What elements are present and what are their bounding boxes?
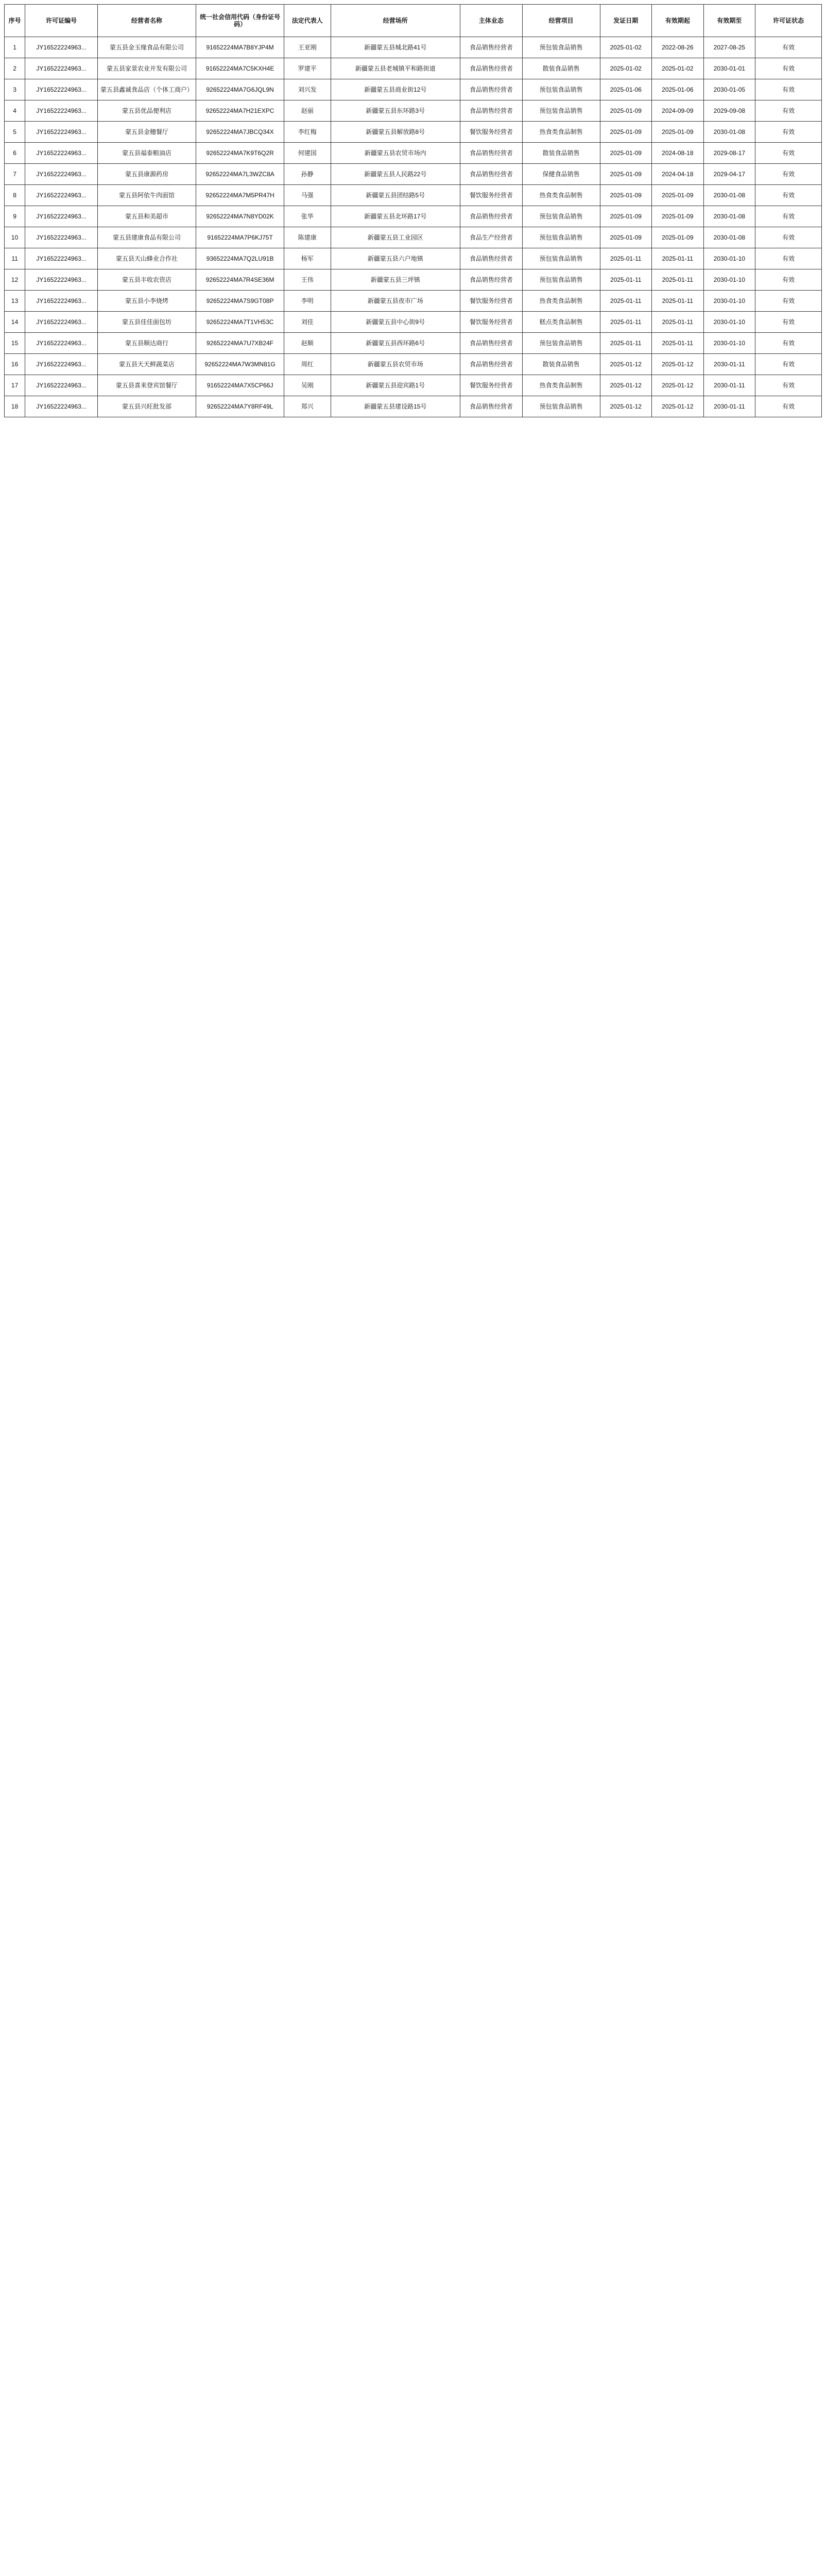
cell-address: 新疆蒙五县商业街12号: [331, 79, 460, 100]
cell-license-no: JY16522224963...: [25, 291, 98, 312]
cell-business-scope: 热食类食品制售: [522, 185, 600, 206]
cell-index: 17: [5, 375, 25, 396]
cell-valid-to: 2030-01-08: [703, 122, 755, 143]
cell-license-no: JY16522224963...: [25, 375, 98, 396]
cell-address: 新疆蒙五县迎宾路1号: [331, 375, 460, 396]
cell-legal-rep: 何建国: [284, 143, 331, 164]
cell-address: 新疆蒙五县工业园区: [331, 227, 460, 248]
cell-license-no: JY16522224963...: [25, 227, 98, 248]
cell-index: 15: [5, 333, 25, 354]
cell-valid-from: 2025-01-11: [652, 333, 704, 354]
cell-valid-from: 2025-01-12: [652, 396, 704, 417]
cell-operator-name: 蒙五县天天鲜蔬菜店: [98, 354, 196, 375]
table-row: [5, 185, 822, 206]
cell-credit-code: 91652224MA7X5CP66J: [196, 375, 284, 396]
cell-operator-name: 蒙五县家景农业开发有限公司: [98, 58, 196, 79]
cell-license-no: JY16522224963...: [25, 248, 98, 269]
cell-operator-name: 蒙五县顺达商行: [98, 333, 196, 354]
cell-credit-code: 91652224MA7C5KXH4E: [196, 58, 284, 79]
cell-valid-from: 2022-08-26: [652, 37, 704, 58]
table-row: [5, 333, 822, 354]
header-legal-rep: 法定代表人: [284, 5, 331, 37]
cell-license-no: JY16522224963...: [25, 354, 98, 375]
cell-business-scope: 预包装食品销售: [522, 227, 600, 248]
cell-business-scope: 预包装食品销售: [522, 333, 600, 354]
cell-issue-date: 2025-01-09: [600, 100, 652, 122]
cell-credit-code: 92652224MA7T1VH53C: [196, 312, 284, 333]
cell-credit-code: 92652224MA7R4SE36M: [196, 269, 284, 291]
cell-business-scope: 散装食品销售: [522, 143, 600, 164]
cell-issue-date: 2025-01-09: [600, 164, 652, 185]
cell-business-type: 餐饮服务经营者: [460, 312, 522, 333]
cell-address: 新疆蒙五县西环路6号: [331, 333, 460, 354]
cell-business-scope: 保健食品销售: [522, 164, 600, 185]
cell-business-type: 食品销售经营者: [460, 164, 522, 185]
cell-operator-name: 蒙五县兴旺批发部: [98, 396, 196, 417]
cell-status: 有效: [755, 333, 822, 354]
cell-business-type: 食品销售经营者: [460, 396, 522, 417]
cell-license-no: JY16522224963...: [25, 58, 98, 79]
cell-valid-to: 2030-01-10: [703, 312, 755, 333]
cell-license-no: JY16522224963...: [25, 333, 98, 354]
cell-license-no: JY16522224963...: [25, 143, 98, 164]
header-operator-name: 经营者名称: [98, 5, 196, 37]
cell-valid-from: 2025-01-02: [652, 58, 704, 79]
cell-credit-code: 92652224MA7U7XB24F: [196, 333, 284, 354]
cell-valid-to: 2030-01-11: [703, 375, 755, 396]
header-status: 许可证状态: [755, 5, 822, 37]
cell-index: 13: [5, 291, 25, 312]
table-row: [5, 227, 822, 248]
cell-issue-date: 2025-01-02: [600, 58, 652, 79]
cell-business-scope: 热食类食品制售: [522, 291, 600, 312]
cell-business-scope: 预包装食品销售: [522, 269, 600, 291]
cell-legal-rep: 赵丽: [284, 100, 331, 122]
cell-issue-date: 2025-01-02: [600, 37, 652, 58]
cell-license-no: JY16522224963...: [25, 37, 98, 58]
cell-credit-code: 91652224MA7P6KJ75T: [196, 227, 284, 248]
cell-legal-rep: 王伟: [284, 269, 331, 291]
cell-business-scope: 预包装食品销售: [522, 248, 600, 269]
cell-valid-to: 2029-04-17: [703, 164, 755, 185]
cell-index: 3: [5, 79, 25, 100]
cell-business-type: 食品销售经营者: [460, 333, 522, 354]
cell-status: 有效: [755, 312, 822, 333]
cell-business-scope: 散装食品销售: [522, 354, 600, 375]
cell-operator-name: 蒙五县和美超市: [98, 206, 196, 227]
cell-operator-name: 蒙五县金穗餐厅: [98, 122, 196, 143]
cell-operator-name: 蒙五县喜来登宾馆餐厅: [98, 375, 196, 396]
cell-license-no: JY16522224963...: [25, 164, 98, 185]
cell-business-scope: 散装食品销售: [522, 58, 600, 79]
cell-address: 新疆蒙五县解放路8号: [331, 122, 460, 143]
cell-operator-name: 蒙五县福泰粮油店: [98, 143, 196, 164]
table-row: [5, 100, 822, 122]
cell-operator-name: 蒙五县鑫诚食品店（个体工商户）: [98, 79, 196, 100]
cell-status: 有效: [755, 79, 822, 100]
cell-business-type: 餐饮服务经营者: [460, 185, 522, 206]
cell-index: 6: [5, 143, 25, 164]
cell-index: 7: [5, 164, 25, 185]
cell-legal-rep: 吴刚: [284, 375, 331, 396]
cell-legal-rep: 李红梅: [284, 122, 331, 143]
cell-index: 16: [5, 354, 25, 375]
cell-valid-from: 2025-01-11: [652, 291, 704, 312]
cell-address: 新疆蒙五县三坪镇: [331, 269, 460, 291]
header-valid-to: 有效期至: [703, 5, 755, 37]
table-row: [5, 58, 822, 79]
cell-operator-name: 蒙五县小李烧烤: [98, 291, 196, 312]
cell-business-type: 食品销售经营者: [460, 248, 522, 269]
table-row: [5, 396, 822, 417]
cell-issue-date: 2025-01-09: [600, 206, 652, 227]
cell-valid-to: 2030-01-10: [703, 269, 755, 291]
cell-legal-rep: 罗建平: [284, 58, 331, 79]
header-address: 经营场所: [331, 5, 460, 37]
cell-address: 新疆蒙五县中心街9号: [331, 312, 460, 333]
license-table-container: [4, 4, 822, 417]
cell-business-type: 食品销售经营者: [460, 269, 522, 291]
table-row: [5, 79, 822, 100]
header-issue-date: 发证日期: [600, 5, 652, 37]
cell-index: 1: [5, 37, 25, 58]
cell-license-no: JY16522224963...: [25, 269, 98, 291]
cell-operator-name: 蒙五县优品便利店: [98, 100, 196, 122]
table-row: [5, 122, 822, 143]
cell-legal-rep: 赵顺: [284, 333, 331, 354]
cell-business-type: 食品销售经营者: [460, 206, 522, 227]
cell-valid-from: 2025-01-12: [652, 375, 704, 396]
cell-operator-name: 蒙五县丰收农资店: [98, 269, 196, 291]
table-body: [5, 37, 822, 417]
cell-status: 有效: [755, 375, 822, 396]
cell-valid-from: 2025-01-09: [652, 206, 704, 227]
cell-credit-code: 92652224MA7K9T6Q2R: [196, 143, 284, 164]
cell-valid-from: 2025-01-09: [652, 185, 704, 206]
cell-index: 5: [5, 122, 25, 143]
table-row: [5, 143, 822, 164]
cell-valid-from: 2025-01-09: [652, 122, 704, 143]
cell-valid-to: 2030-01-10: [703, 248, 755, 269]
cell-credit-code: 93652224MA7Q2LU91B: [196, 248, 284, 269]
cell-index: 12: [5, 269, 25, 291]
cell-address: 新疆蒙五县团结路5号: [331, 185, 460, 206]
license-table: [4, 4, 822, 417]
cell-address: 新疆蒙五县人民路22号: [331, 164, 460, 185]
cell-credit-code: 92652224MA7G6JQL9N: [196, 79, 284, 100]
cell-legal-rep: 王亚刚: [284, 37, 331, 58]
cell-business-type: 餐饮服务经营者: [460, 375, 522, 396]
cell-legal-rep: 张华: [284, 206, 331, 227]
table-row: [5, 248, 822, 269]
cell-operator-name: 蒙五县建康食品有限公司: [98, 227, 196, 248]
cell-valid-from: 2024-08-18: [652, 143, 704, 164]
cell-index: 18: [5, 396, 25, 417]
cell-address: 新疆蒙五县城北路41号: [331, 37, 460, 58]
cell-credit-code: 92652224MA7H21EXPC: [196, 100, 284, 122]
cell-business-scope: 热食类食品制售: [522, 375, 600, 396]
cell-index: 8: [5, 185, 25, 206]
cell-status: 有效: [755, 164, 822, 185]
cell-issue-date: 2025-01-09: [600, 185, 652, 206]
cell-legal-rep: 郑兴: [284, 396, 331, 417]
header-business-type: 主体业态: [460, 5, 522, 37]
cell-issue-date: 2025-01-11: [600, 269, 652, 291]
cell-status: 有效: [755, 100, 822, 122]
cell-issue-date: 2025-01-11: [600, 248, 652, 269]
cell-status: 有效: [755, 291, 822, 312]
table-row: [5, 37, 822, 58]
cell-business-type: 食品销售经营者: [460, 37, 522, 58]
cell-operator-name: 蒙五县佳佳面包坊: [98, 312, 196, 333]
cell-legal-rep: 陈建康: [284, 227, 331, 248]
cell-issue-date: 2025-01-11: [600, 291, 652, 312]
cell-issue-date: 2025-01-09: [600, 227, 652, 248]
cell-credit-code: 92652224MA7JBCQ34X: [196, 122, 284, 143]
cell-business-scope: 预包装食品销售: [522, 37, 600, 58]
cell-address: 新疆蒙五县东环路3号: [331, 100, 460, 122]
cell-valid-to: 2030-01-11: [703, 354, 755, 375]
cell-operator-name: 蒙五县金玉缘食品有限公司: [98, 37, 196, 58]
cell-business-scope: 热食类食品制售: [522, 122, 600, 143]
cell-valid-from: 2025-01-12: [652, 354, 704, 375]
cell-valid-from: 2025-01-09: [652, 227, 704, 248]
cell-valid-to: 2030-01-10: [703, 333, 755, 354]
cell-index: 10: [5, 227, 25, 248]
cell-issue-date: 2025-01-12: [600, 375, 652, 396]
cell-business-type: 餐饮服务经营者: [460, 122, 522, 143]
cell-legal-rep: 刘佳: [284, 312, 331, 333]
cell-business-type: 餐饮服务经营者: [460, 291, 522, 312]
header-credit-code: 统一社会信用代码（身份证号码）: [196, 5, 284, 37]
cell-credit-code: 92652224MA7M5PR47H: [196, 185, 284, 206]
table-row: [5, 312, 822, 333]
cell-legal-rep: 周红: [284, 354, 331, 375]
cell-business-scope: 预包装食品销售: [522, 79, 600, 100]
cell-valid-to: 2030-01-10: [703, 291, 755, 312]
cell-valid-to: 2029-09-08: [703, 100, 755, 122]
cell-issue-date: 2025-01-09: [600, 122, 652, 143]
cell-license-no: JY16522224963...: [25, 79, 98, 100]
cell-credit-code: 92652224MA7S9GT08P: [196, 291, 284, 312]
cell-valid-to: 2030-01-01: [703, 58, 755, 79]
cell-business-type: 食品销售经营者: [460, 58, 522, 79]
cell-valid-to: 2029-08-17: [703, 143, 755, 164]
cell-index: 2: [5, 58, 25, 79]
table-row: [5, 354, 822, 375]
cell-address: 新疆蒙五县老城镇平和路街道: [331, 58, 460, 79]
header-valid-from: 有效期起: [652, 5, 704, 37]
header-license-no: 许可证编号: [25, 5, 98, 37]
cell-index: 11: [5, 248, 25, 269]
cell-business-type: 食品销售经营者: [460, 100, 522, 122]
cell-license-no: JY16522224963...: [25, 122, 98, 143]
cell-license-no: JY16522224963...: [25, 185, 98, 206]
cell-valid-from: 2024-04-18: [652, 164, 704, 185]
cell-credit-code: 91652224MA7B8YJP4M: [196, 37, 284, 58]
cell-issue-date: 2025-01-11: [600, 312, 652, 333]
cell-valid-from: 2025-01-06: [652, 79, 704, 100]
cell-credit-code: 92652224MA7N8YD02K: [196, 206, 284, 227]
cell-credit-code: 92652224MA7Y8RF49L: [196, 396, 284, 417]
cell-address: 新疆蒙五县建设路15号: [331, 396, 460, 417]
cell-credit-code: 92652224MA7L3WZC8A: [196, 164, 284, 185]
cell-status: 有效: [755, 122, 822, 143]
cell-status: 有效: [755, 354, 822, 375]
cell-legal-rep: 刘兴发: [284, 79, 331, 100]
cell-business-type: 食品生产经营者: [460, 227, 522, 248]
cell-issue-date: 2025-01-06: [600, 79, 652, 100]
cell-valid-from: 2025-01-11: [652, 312, 704, 333]
cell-issue-date: 2025-01-11: [600, 333, 652, 354]
cell-address: 新疆蒙五县北环路17号: [331, 206, 460, 227]
cell-business-type: 食品销售经营者: [460, 143, 522, 164]
cell-address: 新疆蒙五县农贸市场: [331, 354, 460, 375]
cell-license-no: JY16522224963...: [25, 206, 98, 227]
cell-issue-date: 2025-01-09: [600, 143, 652, 164]
cell-valid-from: 2025-01-11: [652, 248, 704, 269]
table-row: [5, 291, 822, 312]
cell-operator-name: 蒙五县康源药房: [98, 164, 196, 185]
cell-license-no: JY16522224963...: [25, 312, 98, 333]
header-business-scope: 经营项目: [522, 5, 600, 37]
cell-business-type: 食品销售经营者: [460, 354, 522, 375]
cell-valid-to: 2027-08-25: [703, 37, 755, 58]
cell-business-scope: 预包装食品销售: [522, 100, 600, 122]
cell-status: 有效: [755, 227, 822, 248]
cell-status: 有效: [755, 37, 822, 58]
table-row: [5, 206, 822, 227]
table-row: [5, 269, 822, 291]
cell-issue-date: 2025-01-12: [600, 354, 652, 375]
cell-status: 有效: [755, 248, 822, 269]
cell-valid-from: 2024-09-09: [652, 100, 704, 122]
cell-legal-rep: 李明: [284, 291, 331, 312]
cell-address: 新疆蒙五县农贸市场内: [331, 143, 460, 164]
cell-valid-to: 2030-01-08: [703, 206, 755, 227]
cell-valid-from: 2025-01-11: [652, 269, 704, 291]
cell-business-scope: 糕点类食品制售: [522, 312, 600, 333]
cell-valid-to: 2030-01-11: [703, 396, 755, 417]
header-index: 序号: [5, 5, 25, 37]
cell-legal-rep: 杨军: [284, 248, 331, 269]
cell-status: 有效: [755, 143, 822, 164]
cell-business-scope: 预包装食品销售: [522, 206, 600, 227]
cell-credit-code: 92652224MA7W3MN81G: [196, 354, 284, 375]
cell-business-type: 食品销售经营者: [460, 79, 522, 100]
cell-status: 有效: [755, 269, 822, 291]
cell-valid-to: 2030-01-08: [703, 185, 755, 206]
cell-status: 有效: [755, 396, 822, 417]
table-row: [5, 375, 822, 396]
cell-valid-to: 2030-01-08: [703, 227, 755, 248]
cell-issue-date: 2025-01-12: [600, 396, 652, 417]
cell-operator-name: 蒙五县天山蜂业合作社: [98, 248, 196, 269]
table-header-row: [5, 5, 822, 37]
table-row: [5, 164, 822, 185]
cell-index: 9: [5, 206, 25, 227]
cell-legal-rep: 马强: [284, 185, 331, 206]
cell-status: 有效: [755, 206, 822, 227]
cell-index: 4: [5, 100, 25, 122]
cell-status: 有效: [755, 58, 822, 79]
cell-status: 有效: [755, 185, 822, 206]
cell-valid-to: 2030-01-05: [703, 79, 755, 100]
cell-address: 新疆蒙五县六户地镇: [331, 248, 460, 269]
cell-operator-name: 蒙五县阿依牛肉面馆: [98, 185, 196, 206]
cell-legal-rep: 孙静: [284, 164, 331, 185]
cell-license-no: JY16522224963...: [25, 100, 98, 122]
cell-business-scope: 预包装食品销售: [522, 396, 600, 417]
cell-index: 14: [5, 312, 25, 333]
cell-license-no: JY16522224963...: [25, 396, 98, 417]
cell-address: 新疆蒙五县夜市广场: [331, 291, 460, 312]
